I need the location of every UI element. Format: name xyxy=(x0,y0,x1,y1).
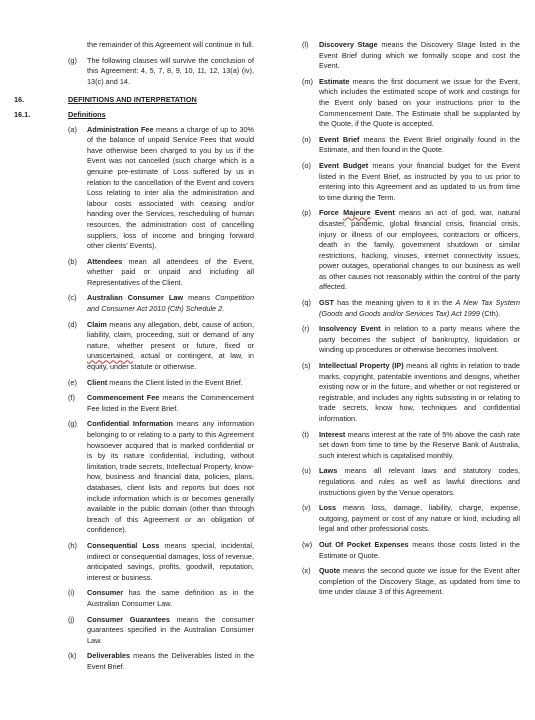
item-label: (c) xyxy=(68,293,77,303)
item-text xyxy=(319,208,520,293)
definition-text: means the Deliverables listed in the Event Brief. xyxy=(87,651,254,671)
defined-term: Commencement Fee xyxy=(87,393,160,403)
item-label: (s) xyxy=(302,361,311,371)
definition-text: means those costs listed in the Estimate or Quote. xyxy=(319,539,520,560)
item-label: (m) xyxy=(302,76,313,86)
item-text xyxy=(87,257,254,289)
definition-text: means any information belonging to or relating to a party to this Agreement howsoever acquired that is marked confidential or is by its nature confidential, including, without limitation, trade secrets, Intellectual Property, know-how, business and financial data, policies, plans, databases, client lists and reports but does not include information which is or becomes generally available in the public domain (other than through breach of this Agreement or an obligation of confidence). xyxy=(87,419,254,535)
item-text xyxy=(319,566,520,598)
defined-term: Deliverables xyxy=(87,651,130,661)
item-text xyxy=(319,466,520,498)
item-text xyxy=(87,651,254,672)
item-text: The following clauses will survive the conclusion of this Agreement: 4, 5, 7, 8, 9, 10, 11, 12, 13(a) (iv), 13(c) and 14. xyxy=(87,55,254,86)
item-text xyxy=(319,361,520,425)
statute-reference: A New Tax System (Goods and Goods and/or Services Tax) Act 1999 xyxy=(319,298,520,318)
item-text xyxy=(319,135,520,156)
defined-term: Insolvency Event xyxy=(319,324,381,334)
item-label: (j) xyxy=(68,614,75,624)
definition-text: means an act of god, war, natural disaster, pandemic, global financial crisis, financial crisis, injury or illness of our employees, contractors or officers, death in the family, government shutdown or similar restrictions, hacking, viruses, internet connectivity issues, power outages, operational changes to our business as well as other causes not reasonably within the control of the party affected. xyxy=(319,208,520,292)
definition-commencement-fee xyxy=(14,393,254,414)
definition-interest xyxy=(302,430,520,462)
item-label: (g) xyxy=(68,419,77,429)
item-label: (k) xyxy=(68,651,77,661)
item-text xyxy=(319,324,520,356)
definition-deliverables xyxy=(14,651,254,672)
subsection-number: 16.1. xyxy=(14,109,31,119)
item-text xyxy=(319,161,520,203)
item-label: (n) xyxy=(302,134,311,144)
definition-estimate xyxy=(302,77,520,130)
item-text xyxy=(87,393,254,414)
item-text xyxy=(319,40,520,72)
definition-text: means a charge of up to 30% of the balance of unpaid Service Fees that would have otherwise been charged to you by us if the Event was not cancelled (such charge which is a genuine pre-estimate of Loss suffered by us in relation to the cancellation of the Event and covers Loss relating to inter alia the administration and labour costs associated with ceasing and/or handing over the Services, rescheduling of human resources, the administration cost of cancelling suppliers, loss of income and bringing forward other clients' Events). xyxy=(87,124,254,251)
item-label: (d) xyxy=(68,319,77,329)
item-text xyxy=(87,588,254,609)
defined-term: Consequential Loss xyxy=(87,540,160,550)
continued-paragraph: the remainder of this Agreement will continue in full. xyxy=(87,40,254,49)
subsection-title: Definitions xyxy=(68,109,106,119)
definition-laws xyxy=(302,466,520,498)
item-label: (g) xyxy=(68,55,77,65)
item-text xyxy=(319,298,520,319)
item-label: (u) xyxy=(302,466,311,476)
defined-term: Consumer Guarantees xyxy=(87,614,170,624)
item-text xyxy=(87,419,254,536)
item-label: (t) xyxy=(302,429,309,439)
item-text xyxy=(319,430,520,462)
definition-text: mean all attendees of the Event, whether paid or unpaid and including all Representatives of the Client. xyxy=(87,256,254,287)
spellcheck-flagged-word: unascertained xyxy=(87,351,133,361)
defined-term: Claim xyxy=(87,319,107,329)
definition-text: means your financial budget for the Event listed in the Event Brief, as instructed by you to us prior to entering into this Agreement and as updated to us from time to time during the Term. xyxy=(319,160,520,202)
spellcheck-flagged-word: Majeure xyxy=(343,208,371,218)
item-label: (h) xyxy=(68,540,77,550)
defined-term: Loss xyxy=(319,503,337,513)
item-label: (q) xyxy=(302,298,311,308)
definition-discovery-stage xyxy=(302,40,520,72)
defined-term: Laws xyxy=(319,466,338,476)
section-title: DEFINITIONS AND INTERPRETATION xyxy=(68,95,197,105)
definition-text: means the Discovery Stage listed in the Event Brief during which we formally scope and cost the Event. xyxy=(319,40,520,71)
item-text xyxy=(319,503,520,535)
defined-term: Confidential Information xyxy=(87,419,174,429)
defined-term: Discovery Stage xyxy=(319,40,378,49)
defined-term-part: Event xyxy=(370,208,395,218)
section-number: 16. xyxy=(14,95,25,105)
defined-term: Interest xyxy=(319,429,346,439)
defined-term: Estimate xyxy=(319,76,350,86)
definition-text: means the second quote we issue for the Event after completion of the Discovery Stage, as updated from time to time under clause 3 of this Agreement. xyxy=(319,566,520,597)
definition-consumer-guarantees xyxy=(14,615,254,647)
item-label: (b) xyxy=(68,256,77,266)
definition-text: has the same definition as in the Australian Consumer Law. xyxy=(87,588,254,608)
defined-term: Australian Consumer Law xyxy=(87,293,184,303)
definition-text: means any allegation, debt, cause of action, liability, claim, proceeding, suit or demand of any nature, whether present or future, fixed or xyxy=(87,319,254,350)
item-label: (e) xyxy=(68,377,77,387)
definition-client xyxy=(14,378,254,389)
definition-confidential-information xyxy=(14,419,254,536)
item-label: (w) xyxy=(302,539,313,549)
definition-gst xyxy=(302,298,520,319)
item-label: (o) xyxy=(302,160,311,170)
definition-event-brief xyxy=(302,135,520,156)
definition-attendees xyxy=(14,257,254,289)
definition-claim xyxy=(14,320,254,373)
definition-intellectual-property xyxy=(302,361,520,425)
defined-term: Client xyxy=(87,377,108,387)
definition-text: means all rights in relation to trade marks, copyright, patentable inventions and designs, whether existing now or in the future, and whether or not registered or registrable, and includes any rights subsisting in or relating to trade secrets, know how, techniques and confidential information. xyxy=(319,361,520,423)
item-text xyxy=(319,540,520,561)
defined-term: Attendees xyxy=(87,256,123,266)
definition-text: has the meaning given to it in the xyxy=(334,298,456,308)
defined-term: Event Brief xyxy=(319,134,360,144)
defined-term: Out Of Pocket Expenses xyxy=(319,539,409,549)
item-label: (v) xyxy=(302,503,311,513)
item-label: (p) xyxy=(302,208,311,218)
definition-text: means the Client listed in the Event Brief. xyxy=(107,377,243,387)
definition-text: means the consumer guarantees specified in the Australian Consumer Law. xyxy=(87,614,254,645)
definition-text: means the Event Brief originally found in the Estimate, and then found in the Quote. xyxy=(319,134,520,155)
item-text xyxy=(87,125,254,252)
definition-text-end: (Cth). xyxy=(479,308,501,318)
definition-consequential-loss xyxy=(14,541,254,583)
definition-text: means loss, damage, liability, charge, expense, outgoing, payment or cost of any nature or kind, including all legal and other professional costs. xyxy=(319,503,520,534)
defined-term-part: Force xyxy=(319,208,344,218)
section-heading-16 xyxy=(14,95,254,106)
definition-text: in relation to a party means where the party becomes the subject of bankruptcy, liquidation or winding up procedures or otherwise becomes insolvent. xyxy=(319,324,520,355)
item-text xyxy=(87,615,254,647)
item-text xyxy=(319,77,520,130)
item-label: (r) xyxy=(302,324,310,334)
definition-event-budget xyxy=(302,161,520,203)
definition-force-majeure-event xyxy=(302,208,520,293)
definition-text: means the Commencement Fee listed in the Event Brief. xyxy=(87,393,254,413)
item-label: (f) xyxy=(68,393,75,403)
defined-term: Consumer xyxy=(87,588,124,598)
definition-text: means xyxy=(183,293,216,303)
item-label: (x) xyxy=(302,566,311,576)
left-column xyxy=(14,40,254,677)
definition-insolvency-event xyxy=(302,324,520,356)
item-text xyxy=(87,378,254,389)
definition-administration-fee xyxy=(14,125,254,252)
item-label: (a) xyxy=(68,124,77,134)
definition-text: means all relevant laws and statutory codes, regulations and rules as well as lawful directions and instructions given by the Venue operators. xyxy=(319,466,520,497)
definition-consumer xyxy=(14,588,254,609)
defined-term xyxy=(319,208,395,217)
definition-quote xyxy=(302,566,520,598)
item-label: (i) xyxy=(68,588,75,598)
item-label: (l) xyxy=(302,40,309,49)
right-column xyxy=(302,40,520,603)
definition-text-end: , actual or contingent, at law, in equity, under statute or otherwise. xyxy=(87,351,254,372)
defined-term: Administration Fee xyxy=(87,124,154,134)
item-text xyxy=(87,541,254,583)
definition-australian-consumer-law xyxy=(14,293,254,314)
item-text xyxy=(87,293,254,314)
definition-loss xyxy=(302,503,520,535)
defined-term: Event Budget xyxy=(319,160,369,170)
clause-item-g-survival xyxy=(14,56,254,88)
definition-text: means the first document we issue for the Event, which includes the estimated scope of work and costings for the Event only based on your instructions prior to the Commencement Date. The Estimate shall be supplanted by the Quote, if the Quote is accepted. xyxy=(319,76,520,129)
definition-out-of-pocket-expenses xyxy=(302,540,520,561)
defined-term: GST xyxy=(319,298,334,308)
definition-text: means interest at the rate of 5% above the cash rate set down from time to time by the Reserve Bank of Australia, such interest which is capitalised monthly. xyxy=(319,429,520,460)
defined-term: Quote xyxy=(319,566,341,576)
definition-text: means special, incidental, indirect or consequential damages, loss of revenue, anticipated savings, profits, goodwill, reputation, interest or business. xyxy=(87,540,254,582)
defined-term: Intellectual Property (IP) xyxy=(319,361,404,371)
item-text xyxy=(87,320,254,373)
statute-reference: Competition and Consumer Act 2010 (Cth) Schedule 2. xyxy=(87,293,254,314)
subsection-heading-16-1 xyxy=(14,110,254,121)
